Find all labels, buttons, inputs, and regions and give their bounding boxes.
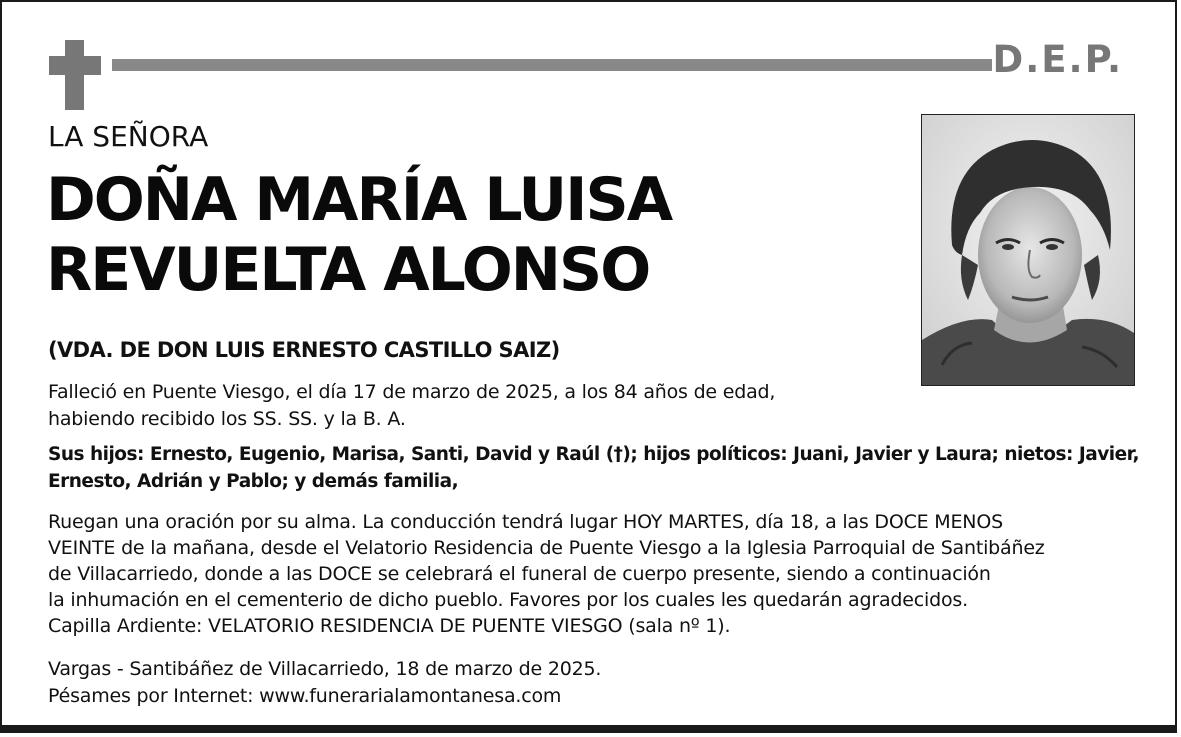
- deceased-name-line1: DOÑA MARÍA LUISA: [46, 165, 672, 235]
- closing-info: [48, 656, 1148, 710]
- cross-vertical-bar: [65, 40, 84, 110]
- ceremony-info: [48, 509, 1148, 639]
- dep-label: D.E.P.: [992, 38, 1123, 81]
- ceremony-line5: Capilla Ardiente: VELATORIO RESIDENCIA DE PUENTE VIESGO (sala nº 1).: [48, 615, 731, 637]
- death-info-line2: habiendo recibido los SS. SS. y la B. A.: [48, 408, 406, 430]
- death-info: [48, 379, 848, 433]
- ceremony-line4: la inhumación en el cementerio de dicho pueblo. Favores por los cuales les quedarán agradecidos.: [48, 589, 968, 611]
- ceremony-line3: de Villacarriedo, donde a las DOCE se celebrará el funeral de cuerpo presente, siendo a continuación: [48, 563, 991, 585]
- family-line1: Sus hijos: Ernesto, Eugenio, Marisa, Santi, David y Raúl (†); hijos políticos: Juani, Javier y Laura; nietos: Javier,: [48, 444, 1140, 465]
- ceremony-line2: VEINTE de la mañana, desde el Velatorio Residencia de Puente Viesgo a la Iglesia Parroquial de Santibáñez: [48, 537, 1045, 559]
- death-info-line1: Falleció en Puente Viesgo, el día 17 de marzo de 2025, a los 84 años de edad,: [48, 381, 776, 403]
- deceased-name: [46, 165, 671, 305]
- ceremony-line1: Ruegan una oración por su alma. La conducción tendrá lugar HOY MARTES, día 18, a las DOCE MENOS: [48, 511, 1003, 533]
- cross-horizontal-bar: [49, 56, 101, 75]
- honorific: LA SEÑORA: [48, 120, 209, 153]
- family-list: [48, 441, 1148, 495]
- widow-of: (VDA. DE DON LUIS ERNESTO CASTILLO SAIZ): [48, 338, 560, 362]
- condolences-link: Pésames por Internet: www.funerarialamontanesa.com: [48, 685, 562, 707]
- deceased-name-line2: REVUELTA ALONSO: [46, 235, 650, 305]
- portrait-illustration: [922, 115, 1134, 385]
- header-rule: [112, 59, 992, 71]
- place-date: Vargas - Santibáñez de Villacarriedo, 18 de marzo de 2025.: [48, 658, 602, 680]
- portrait-photo: [921, 114, 1135, 386]
- family-line2: Ernesto, Adrián y Pablo; y demás familia,: [48, 471, 459, 492]
